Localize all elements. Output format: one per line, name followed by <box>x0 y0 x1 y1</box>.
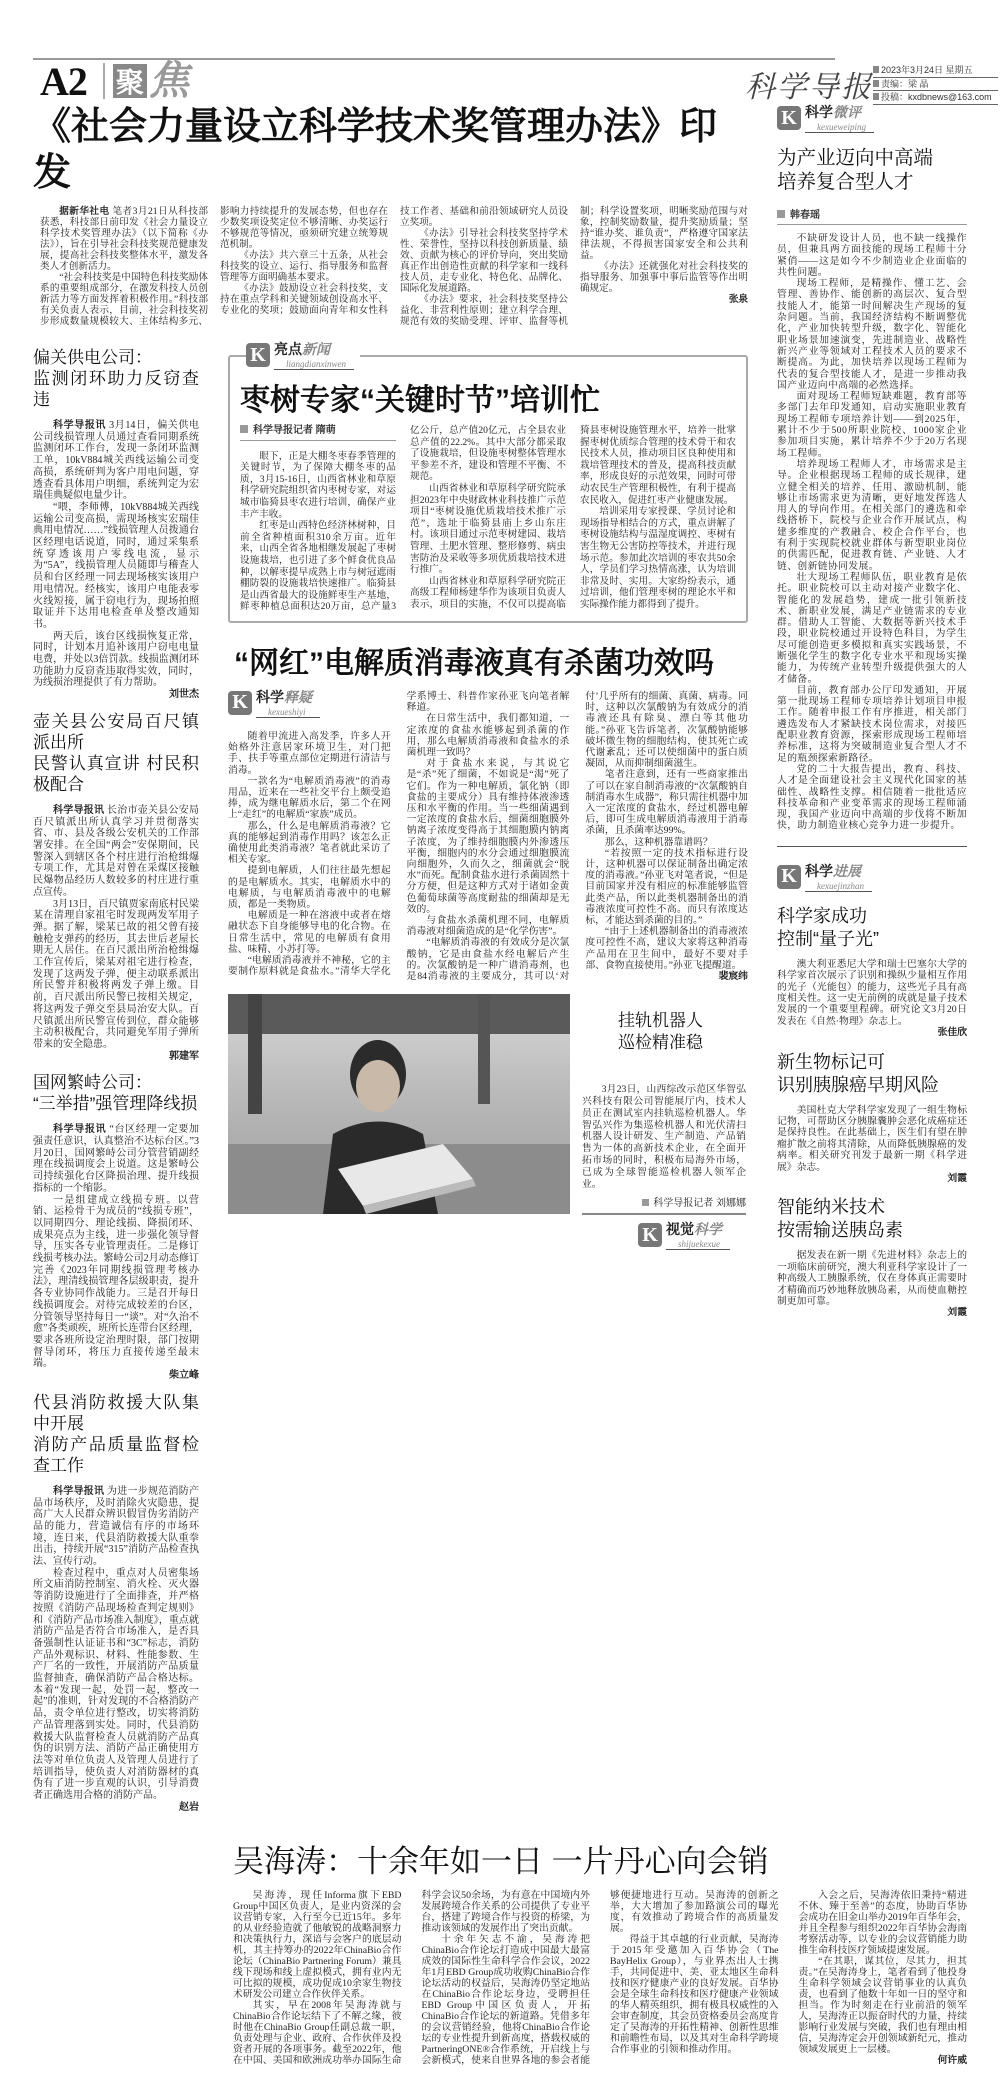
paragraph: 不缺研发设计人员，也不缺一线操作员，但兼具两方面技能的现场工程师十分紧俏——这是如今不少制造业企业面临的共性问题。 <box>777 233 967 278</box>
science-progress <box>777 865 967 1319</box>
section-logo-char: 焦 <box>148 58 189 103</box>
profile-article-body <box>233 1890 967 2066</box>
paragraph: 其实，早在2008年吴海涛就与ChinaBio合作论坛结下了不解之缘，彼时他在ChinaBio Group任副总裁一职，负责处理与企业、政府、合作伙伴及投资者开展的各项事务。截至2022年，他在中国、美国和欧洲成功举办国际生命科学会议50余场，为有意在中国境内外发展跨境合作关系的公司提供了专业平台，搭建了跨境合作与投资的桥梁，为推动该领域的发展作出了突出贡献。 <box>233 1889 590 2066</box>
paragraph: 党的二十大报告提出，教育、科技、人才是全面建设社会主义现代化国家的基础性、战略性支撑。相信随着一批批适应科技革命和产业变革需求的现场工程师涌现，我国产业迈向中高端的步伐将不断加快，助力制造业核心竞争力进一步提升。 <box>777 763 967 832</box>
profile-headline: 吴海涛：十余年如一日 一片丹心向会销 <box>233 1843 769 1879</box>
column-name <box>666 1223 730 1250</box>
paragraph: 检查过程中，重点对人员密集场所文庙消防控制室、消火栓、灭火器等消防设施进行了全面排查，并严格按照《消防产品现场检查判定规则》和《消防产品市场准入制度》，重点就消防产品是否符合市场准入，是否具备强制性认证证书和“3C”标志，消防产品外观标识、材料、性能参数、生产厂名的一致性，开展消防产品质量监督抽查，确保消防产品合格达标。本着“发现一起，处罚一起，整改一起”的准则，针对发现的不合格消防产品，责令单位进行整改，切实将消防产品管理落到实处。同时，代县消防救援大队监督检查人员就消防产品真伪的识别方法、消防产品正确使用方法等对单位负责人及管理人员进行了培训指导，使负责人对消防器材的真伪有了进一步直观的认识，引导消费者正确选用合格的消防产品。 <box>33 1567 199 1802</box>
left-article-title: 代县消防救援大队集中开展 消防产品质量监督检查工作 <box>33 1392 199 1475</box>
column-title-styled: 科学 <box>694 1223 722 1239</box>
column-pinyin: liangdianxinwen <box>286 359 346 369</box>
photo-story-row <box>228 994 748 1251</box>
column-title: 科学进展 <box>805 864 861 880</box>
author: 张佳欣 <box>937 1027 967 1039</box>
left-article-title: 偏关供电公司： 监测闭环助力反窃查违 <box>33 348 199 409</box>
section-logo-char: 聚 <box>113 64 147 98</box>
paragraph: 科学导报讯 3月14日，偏关供电公司线损管理人员通过查看同期系统监测闭环工作台，发现一条闭环监测工单，10kV884城关西线运输公司变高损，系统研判为客户用电问题，穿透查看具体用户明细，系统判定为宏瑞佳典疑似电量少计。 <box>33 420 200 502</box>
author: 刘霞 <box>947 1307 967 1319</box>
paragraph: 一款名为“电解质消毒液”的消毒用品，近来在一些社交平台上颇受追捧，成为继电解质水后，第二个在网上“走红”的电解质“家族”成员。 <box>228 775 391 821</box>
paragraph: “若按照一定的技术指标进行设计，这种机器可以保证制备出确定浓度的消毒液。”孙亚飞对笔者说，“但是目前国家并没有相应的标准能够监管此类产品，所以此类机器制备出的消毒液浓度可控性不高。而只有浓度达标，才能达到杀菌的目的。” <box>585 847 748 926</box>
author: 郭建军 <box>169 1050 199 1062</box>
jujube-article-body <box>240 425 736 613</box>
disinfectant-headline: “网红”电解质消毒液真有杀菌功效吗 <box>234 646 714 680</box>
column-title-styled: 进展 <box>833 864 861 880</box>
paragraph: 据新华社电 笔者3月21日从科技部获悉，科技部日前印发《社会力量设立科学技术奖管理办法》（以下简称《办法》），旨在引导社会科技奖规范健康发展，提高社会科技奖整体水平，激发各类人才创新活力。 <box>40 206 208 272</box>
main-article-body <box>40 206 748 327</box>
paragraph: 《办法》引导社会科技奖坚持学术性、荣誉性，坚持以科技创新质量、绩效、贡献为核心的评价导向，突出奖励真正作出创造性贡献的科学家和一线科技人员，走专业化、特色化、品牌化、国际化发展道路。 <box>400 228 568 294</box>
paragraph: 在日常生活中，我们都知道，一定浓度的食盐水能够起到杀菌的作用，那么电解质消毒液和食盐水的杀菌机理一致吗？ <box>406 713 570 758</box>
paragraph: “由于上述机器制备出的消毒液浓度可控性不高，建议大家将这种消毒产品用在卫生间中，最好不要对手部、食物直接使用。”孙亚飞提醒道。 <box>585 926 748 971</box>
paragraph: 笔者注意到，还有一些商家推出了可以在家自制消毒液的“次氯酸钠自制消毒水生成器”，称只需往机器中加入一定浓度的食盐水，经过机器电解后，即可生成电解质消毒液用于消毒杀菌，且杀菌率达99%。 <box>585 769 748 837</box>
left-article <box>33 1392 199 1814</box>
photo-byline <box>582 1194 746 1215</box>
author: 赵岩 <box>179 1801 199 1813</box>
paragraph: 入会之后，吴海涛依旧秉持“精进不休、臻于至善”的态度，协助百华协会成功在旧金山举办2019年百华年会，并且全程参与组织2022年百华协会海南考察活动等，以专业的会议营销能力助推生命科技医疗领域提速发展。 <box>798 1889 967 1956</box>
dateline: 科学导报讯 <box>53 804 105 816</box>
progress-item <box>777 905 967 1039</box>
progress-item-title: 科学家成功 控制“量子光” <box>777 905 879 949</box>
paragraph: 电解质是一种在溶液中或者在熔融状态下自身能够导电的化合物。在日常生活中，常见的电解质有食用盐、味精、小苏打等。 <box>228 910 391 955</box>
jujube-article-box <box>228 343 748 623</box>
paragraph: 《办法》还就强化对社会科技奖的指导服务、加强事中事后监管等作出明确规定。 <box>580 261 748 294</box>
byline: 科学导报记者 隋萌 <box>240 425 396 441</box>
page-body <box>33 102 970 1824</box>
progress-item <box>777 1196 967 1318</box>
paragraph: 与食盐水杀菌机理不同，电解质消毒液对细菌造成的是“化学伤害”。 <box>406 914 570 938</box>
paragraph: 科学导报讯 “台区经理一定要加强责任意识，认真整治不达标台区。”3月20日，国网繁峙公司分管营销副经理在线损调度会上说道。这是繁峙公司持续强化台区降损治理、提升线损指标的一个缩影。 <box>33 1124 199 1194</box>
paragraph: 科学导报讯 长治市壶关县公安局百尺镇派出所认真学习并贯彻落实省、市、县及各级公安机关的工作部署安排。在全国“两会”安保期间，民警深入到辖区各个村庄进行治枪缉爆专项工作，尤其是对曾在采煤区接触民爆物品经历人数较多的村庄进行重点宣传。 <box>33 804 199 898</box>
issue-contact: 投稿：kxdbnews@163.com <box>873 91 998 105</box>
left-article <box>33 711 199 1062</box>
paragraph: “电解质消毒液的有效成分是次氯酸钠，它是由食盐水经电解后产生的。次氯酸钠是一种广谱消毒剂，也是84消毒液的主要成分，其可以‘对付’几乎所有的细菌、真菌、病毒。同时，这种以次氯酸钠为有效成分的消毒液还具有除臭、漂白等其他功能。”孙亚飞告诉笔者，次氯酸钠能够破坏微生物的细胞结构，使其死亡或代谢紊乱；还可以使细菌中的蛋白质凝固，从而抑制细菌滋生。 <box>406 690 748 982</box>
photo-story <box>582 1010 746 1251</box>
paragraph: “喂，李师傅，10kV884城关西线运输公司变高损，需现场核实宏瑞佳典用电情况……”线损管理人员拨通台区经理电话说道，同时，通过采集系统穿透该用户零线电流，显示为“5A”，线损管理人员随即与稽查人员和台区经理一同去现场核实该用户用电情况。经核实，该用户电能表零火线短接，属于窃电行为，现场拍照取证并下达用电检查单及整改通知书。 <box>33 501 199 630</box>
right-column-divider <box>777 846 967 847</box>
issue-editor: 责编：梁 晶 <box>873 78 998 92</box>
column-pinyin: shijuekexue <box>678 1239 720 1250</box>
column-name <box>805 106 874 133</box>
author: 刘霞 <box>947 1173 967 1185</box>
column-logo-liangdian <box>246 343 360 371</box>
column-logo-jinzhan <box>777 865 967 893</box>
column-name <box>256 691 320 718</box>
author: 张泉 <box>728 294 748 305</box>
commentary-byline: 韩春瑶 <box>777 206 967 225</box>
author: 何许威 <box>937 2054 967 2066</box>
paragraph: 壮大现场工程师队伍，职业教育是依托。职业院校可以主动对接产业数字化、智能化的发展趋势，建成一批引领新技术、新职业发展，满足产业链需求的专业群。借助人工智能、大数据等新兴技术手段，职业院校通过开设特色科目，为学生尽可能创造更多模拟和真实实践场景，不断强化学生的数字化专业水平和现场实操能力，为传统产业转型升级提供强大的人才储备。 <box>777 571 967 685</box>
commentary-title: 为产业迈向中高端 培养复合型人才 <box>777 147 934 193</box>
column-title-styled: 微评 <box>833 106 861 121</box>
paragraph: 现场工程师，是精操作、懂工艺、会管理、善协作、能创新的高层次、复合型技能人才，能第一时间解决生产现场的复杂问题。当前，我国经济结构不断调整优化，产业加快转型升级，数字化、智能化职业场景加速演变，先进制造业、战略性新兴产业等领域对工程技术人员的要求不断提高。为此，加快培养以现场工程师为代表的复合型技能人才，是进一步推动我国产业迈向中高端的必然选择。 <box>777 278 967 391</box>
paragraph: 美国杜克大学科学家发现了一组生物标记物，可帮助区分胰腺囊肿会恶化成癌症还是保持良性。在此基础上，医生们有望在肿瘤扩散之前将其清除，从而降低胰腺癌的发病率。相关研究刊发于最新一期《科学进展》杂志。 <box>777 1104 967 1173</box>
photo-byline-text: 科学导报记者 刘娜娜 <box>653 1198 746 1210</box>
paragraph: “在其职，谋其位，尽其力，担其责。”在吴海涛身上，笔者看到了他投身生命科学领域会议营销事业的认真负责，也看到了他数十年如一日的坚守和担当。作为时刻走在行业前沿的领军人，吴海涛正以振奋时代的力量，持续影响行业发展与突破，我们也有理由相信，吴海涛定会开创领域新纪元，推动领域发展更上一层楼。 <box>798 1955 967 2055</box>
paragraph: 《办法》要求，社会科技奖坚持公益化、非营利性原则；建立科学合理、规范有效的奖励受理、评审、监督等机制；科学设置奖项，明晰奖励范围与对象，控制奖励数量，提升奖励质量；坚持“谁办奖、谁负责”，严格遵守国家法律法规，不得损害国家安全和公共利益。 <box>400 206 748 327</box>
paragraph: 十余年矢志不渝，吴海涛把ChinaBio合作论坛打造成中国最大最富成效的国际性生命科学合作会议，2022年1月EBD Group成功收购ChinaBio合作论坛活动的权益后，吴海涛仍坚定地站在ChinaBio合作论坛身边，受聘担任EBD Group中国区负责人，开拓ChinaBio合作论坛的新道路。凭借多年的会议营销经验，他将ChinaBio合作论坛的专业性提升到新高度，搭载权威的PartneringONE®合作系统，开启线上与会新模式，使来自世界各地的参会者能够便捷地进行互动。吴海涛的创新之举，大大增加了参加路演公司的曝光度，有效推动了跨境合作的高质量发展。 <box>421 1889 779 2066</box>
paragraph: “电解质消毒液并不神秘，它的主要制作原料就是食盐水。”清华大学化学系博士、科普作家孙亚飞向笔者解释道。 <box>228 690 570 978</box>
column-name <box>274 343 354 370</box>
paragraph: 对于食盐水来说，与其说它是“杀”死了细菌，不如说是“渴”死了它们。作为一种电解质，氯化钠（即食盐的主要成分）具有维持体液渗透压和水平衡的作用。当一些细菌遇到一定浓度的食盐水后，细菌细胞膜外钠离子浓度变得高于其细胞膜内钠离子浓度，为了维持细胞膜内外渗透压平衡，细胞内的水分会通过细胞膜流向细胞外，久而久之，细菌就会“脱水”而死。配制食盐水进行杀菌固然十分方便，但是这种方式对于诸如金黄色葡萄球菌等高度耐盐的细菌却是无效的。 <box>406 758 570 915</box>
paragraph: 山西省林业和草原科学研究院承担2023年中央财政林业科技推广示范项目“枣树设施优质栽培技术推广示范”，选址于临猗县庙上乡山东庄村。该项目通过示范枣树建园、栽培管理、土肥水管理、整形修剪、病虫害防治及采收等多项优质栽培技术进行推广。 <box>410 482 566 576</box>
k-logo-icon: K <box>638 1223 662 1247</box>
newspaper-masthead: 科学导报 <box>745 71 873 104</box>
dateline: 据新华社电 <box>59 206 110 217</box>
right-column <box>777 106 967 1319</box>
column-title-styled: 释疑 <box>284 690 312 706</box>
byline-marker <box>642 1199 649 1206</box>
k-logo-icon: K <box>777 865 801 889</box>
paragraph: 两天后，该台区线损恢复正常，同时，计划本月追补该用户窃电电量电费，并处以3倍罚款。线损监测闭环功能助力反窃查违取得实效，同时，为线损治理提供了有力帮助。 <box>33 630 199 689</box>
paragraph: 得益于其卓越的行业贡献，吴海涛于2015年受邀加入百华协会（The BayHelix Group），与业界杰出人士携手，共同促进中、美、亚太地区生命科技和医疗健康产业的良好发展。百华协会是全球生命科技和医疗健康产业领域的华人精英组织，拥有极具权威性的入会审查制度，其会员资格委员会高度肯定了吴海涛的开拓性精神、创新性思维和前瞻性布局，以及其对生命科学跨境合作事业的引领和推动作用。 <box>610 1933 779 2055</box>
left-main-area <box>33 102 748 1824</box>
paragraph: 山西省林业和草原科学研究院正高级工程师杨建华作为该项目负责人表示，项目的实施，不仅可以提高临猗县枣树设施管理水平，培养一批掌握枣树优质综合管理的技术骨干和农民技术人员，推动项目区良种使用和栽培管理技术的普及，提高科技贡献率，形成良好的示范效果，同时可带动农民生产管理积极性，有利于提高农民收入，促进红枣产业健康发展。 <box>410 425 736 610</box>
middle-area <box>228 337 748 1251</box>
photo-caption-wrap <box>582 1084 746 1190</box>
section-logo <box>113 58 189 103</box>
dateline: 科学导报讯 <box>53 420 107 431</box>
column-pinyin: kexueshiyi <box>268 706 306 717</box>
paragraph: 面对现场工程师短缺难题，教育部等多部门去年印发通知，启动实施职业教育现场工程师专项培养计划——到2025年，累计不少于500所职业院校、1000家企业参加项目实施，累计培养不少于20万名现场工程师。 <box>777 391 967 459</box>
progress-item-title: 智能纳米技术 按需输送胰岛素 <box>777 1197 903 1241</box>
commentary-article <box>777 106 967 832</box>
left-article-title: 国网繁峙公司： “三举措”强管理降线损 <box>33 1073 198 1114</box>
commentary-body <box>777 233 967 832</box>
paragraph: 眼下，正是大棚冬枣春季管理的关键时节，为了保障大棚冬枣的品质，3月15-16日，山西省林业和草原科学研究院组织省内枣树专家，对运城市临猗县枣农进行培训，确保产业丰产丰收。 <box>240 450 396 520</box>
paragraph: 红枣是山西特色经济林树种，目前全省种植面积310余万亩。近年来，山西全省各地相继发展起了枣树设施栽培，也引进了多个鲜食优良品种，以解枣提早成熟上市与树冠遮雨棚防裂的设施栽培快速推广。临猗县是山西省最大的设施鲜枣生产基地，鲜枣种植总面积达20万亩，总产量3亿公斤，总产值20亿元，占全县农业总产值的22.2%。其中大部分都采取了设施栽培，但设施枣树整体管理水平参差不齐，建设和管理不平衡、不规范。 <box>240 425 566 613</box>
photo-illustration <box>228 994 570 1214</box>
column-title: 科学释疑 <box>256 690 312 706</box>
profile-article <box>233 1840 967 2066</box>
page-number: A2 <box>40 58 87 104</box>
column-pinyin: kexuejinzhan <box>817 880 864 891</box>
column-title: 科学微评 <box>805 106 861 121</box>
column-pinyin: kexueweiping <box>817 122 866 132</box>
paragraph: 提到电解质，人们往往最先想起的是电解质水。其实，电解质水中的电解质，与电解质消毒液中的电解质，都是一类物质。 <box>228 865 391 910</box>
news-photo-robot-inspection <box>228 994 570 1214</box>
photo-story-title: 挂轨机器人 巡检精准稳 <box>618 1011 703 1053</box>
photo-caption: 3月23日，山西综改示范区华智弘兴科技有限公司智能展厅内，技术人员正在测试室内挂轨巡检机器人。华智弘兴作为集巡检机器人和光伏清扫机器人设计研发、生产制造、产品销售为一体的高新技术企业，在全面开拓市场的同时，积极布局海外市场，已成为全球智能巡检机器人领军企业。 <box>582 1084 746 1190</box>
paragraph: “社会科技奖是中国特色科技奖励体系的重要组成部分，在激发科技人员创新活力等方面发挥着积极作用。”科技部有关负责人表示，目前，社会科技奖初步形成数量规模较大、主体结构多元、影响力持续提升的发展态势，但也存在少数奖项设奖定位不够清晰、办奖运行不够规范等情况，亟须研究建立统筹规范机制。 <box>40 206 388 327</box>
paragraph: 那么，这种机器靠谱吗？ <box>604 836 713 848</box>
k-logo-icon: K <box>777 106 801 130</box>
paragraph: 培养现场工程师人才，市场需求是主导。企业根据现场工程师的成长规律，建立健全相关的培养、任用、激励机制，能够让市场需求更为清晰，更好地发挥选人用人的导向作用。在相关部门的遴选和牵线搭桥下，院校与企业合作开展试点，构建多维度的产教融合、校企合作平台，也有利于实现院校就业群体与新型职业岗位的供需匹配，促进教育链、产业链、人才链、创新链协同发展。 <box>777 458 967 572</box>
column-title: 视觉科学 <box>666 1223 722 1239</box>
lower-area <box>33 337 748 1824</box>
paragraph: 《办法》共六章三十五条，从社会科技奖的设立、运行、指导服务和监督管理等方面明确基本要求。 <box>220 250 388 283</box>
k-logo-icon: K <box>228 691 252 715</box>
paragraph: 培训采用专家授课、学员讨论和现场指导相结合的方式，重点讲解了枣树设施结构与温湿度调控、枣树有害生物无公害防控等技术，并进行现场示范。参加此次培训的枣农共50余人，学员们学习热情高涨，认为培训非常及时、实用。大家纷纷表示，通过培训，他们管理枣树的理论水平和实际操作能力都得到了提升。 <box>580 506 736 610</box>
paragraph: 随着甲流进入高发季，许多人开始格外注意居家环境卫生，对门把手、扶手等重点部位定期进行清洁与消毒。 <box>228 730 391 776</box>
column-title: 亮点新闻 <box>274 343 330 358</box>
dateline: 科学导报讯 <box>53 1485 105 1497</box>
left-articles <box>33 337 199 1824</box>
paragraph: 《办法》鼓励设立社会科技奖，支持在重点学科和关键领域创设高水平、专业化的奖项；鼓励面向青年和女性科技工作者、基础和前沿领域研究人员设立奖项。 <box>220 206 568 316</box>
author: 柴立峰 <box>169 1370 199 1382</box>
column-logo-weiping <box>777 106 967 134</box>
paragraph: 目前，教育部办公厅印发通知，开展第一批现场工程师专项培养计划项目申报工作。随着申报工作有序推进，相关部门遴选发布人才紧缺技术岗位需求，对接匹配职业教育资源，探索形成现场工程师培养标准，这将为突破制造业复合型人才不足的瓶颈探索新路径。 <box>777 684 967 764</box>
column-logo-shijue <box>638 1223 746 1251</box>
k-logo-icon: K <box>246 343 270 367</box>
paragraph: 3月13日，百尺镇贾家南底村民梁某在清理自家祖宅时发现两发军用子弹。据了解，梁某已故的祖父曾有接触枪支弹药的经历，其去世后老屋长期无人居住。在百尺派出所治枪缉爆工作宣传后，梁某对祖宅进行检查，发现了这两发子弹，便主动联系派出所民警并积极将两发子弹上缴。目前，百尺派出所民警已按相关规定，将这两发子弹交至县局治安大队。百尺镇派出所民警宣传到位，群众能够主动积极配合，共同避免军用子弹所带来的安全隐患。 <box>33 898 199 1050</box>
page-header <box>33 58 992 104</box>
column-title-styled: 新闻 <box>302 343 330 358</box>
paragraph: 一是组建成立线损专班。以营销、运检骨干为成员的“线损专班”，以同期四分、理论线损、降损闭环、成果亮点为主线，进一步强化领导督导，压实各专业管理责任。二是修订线损考核办法。繁峙公司2月动态修订完善《2023年同期线损管理考核办法》，理清线损管理各层级职责，提升各专业协同作战能力。三是召开每日线损调度会。对待完成较差的台区，分管领导坚持每日一“谈”。对“久治不愈”各类顽疾，班所长连带台区经理，要求各班所设定治理时限，部门按期督导闭环，将压力直接传递至最末端。 <box>33 1194 199 1370</box>
header-divider <box>103 63 105 99</box>
paragraph: 据发表在新一期《先进材料》杂志上的一项临床前研究，澳大利亚科学家设计了一种高级人工胰腺系统，仅在身体真正需要时才精确而巧妙地释放胰岛素，从而使血糖控制更加可靠。 <box>777 1250 967 1308</box>
paragraph: 那么，什么是电解质消毒液？它真的能够起到消毒作用吗？该怎么正确使用此类消毒液？笔者就此采访了相关专家。 <box>228 820 391 866</box>
main-headline: 《社会力量设立科学技术奖管理办法》印发 <box>33 106 718 194</box>
column-logo-shiyi <box>228 691 391 719</box>
progress-item-title: 新生物标记可 识别胰腺癌早期风险 <box>777 1051 939 1095</box>
issue-date: 2023年3月24日 星期五 <box>873 64 998 78</box>
left-article <box>33 1072 199 1381</box>
author: 刘世杰 <box>169 689 199 701</box>
paragraph: 科学导报讯 为进一步规范消防产品市场秩序，及时消除火灾隐患，提高广大人民群众辨识假冒伪劣消防产品的能力，营造诚信有序的市场环境，连日来，代县消防救援大队重拳出击，持续开展“315”消防产品检查执法、宣传行动。 <box>33 1485 199 1568</box>
issue-info <box>873 64 998 105</box>
jujube-headline: 枣树专家“关键时节”培训忙 <box>240 384 600 417</box>
column-name <box>805 865 872 892</box>
disinfectant-article-body <box>228 691 748 982</box>
dateline: 科学导报讯 <box>53 1124 107 1136</box>
left-article <box>33 347 199 701</box>
progress-item <box>777 1051 967 1185</box>
author: 裴宸纬 <box>718 970 748 982</box>
paragraph: 澳大利亚悉尼大学和瑞士巴塞尔大学的科学家首次展示了识别和操纵少量相互作用的光子（光能包）的能力，这些光子具有高度相关性。这一史无前例的成就是量子技术发展的一个重要里程碑。研究论文3月20日发表在《自然·物理》杂志上。 <box>777 958 967 1027</box>
left-article-title: 壶关县公安局百尺镇派出所 民警认真宣讲 村民积极配合 <box>33 711 199 794</box>
paragraph: 吴海涛，现任Informa旗下EBD Group中国区负责人，是业内资深的会议营销专家，入行至今已近15年。多年的从业经验造就了他敏锐的战略洞察力和决策执行力，深谙与会客户的底层动机，其主持筹办的2022年ChinaBio合作论坛（ChinaBio Partnering Forum）兼具线下现场和线上虚拟模式，拥有业内无可比拟的规模，成功促成10余家生物技术研发公司建立合作伙伴关系。 <box>233 1889 402 2000</box>
